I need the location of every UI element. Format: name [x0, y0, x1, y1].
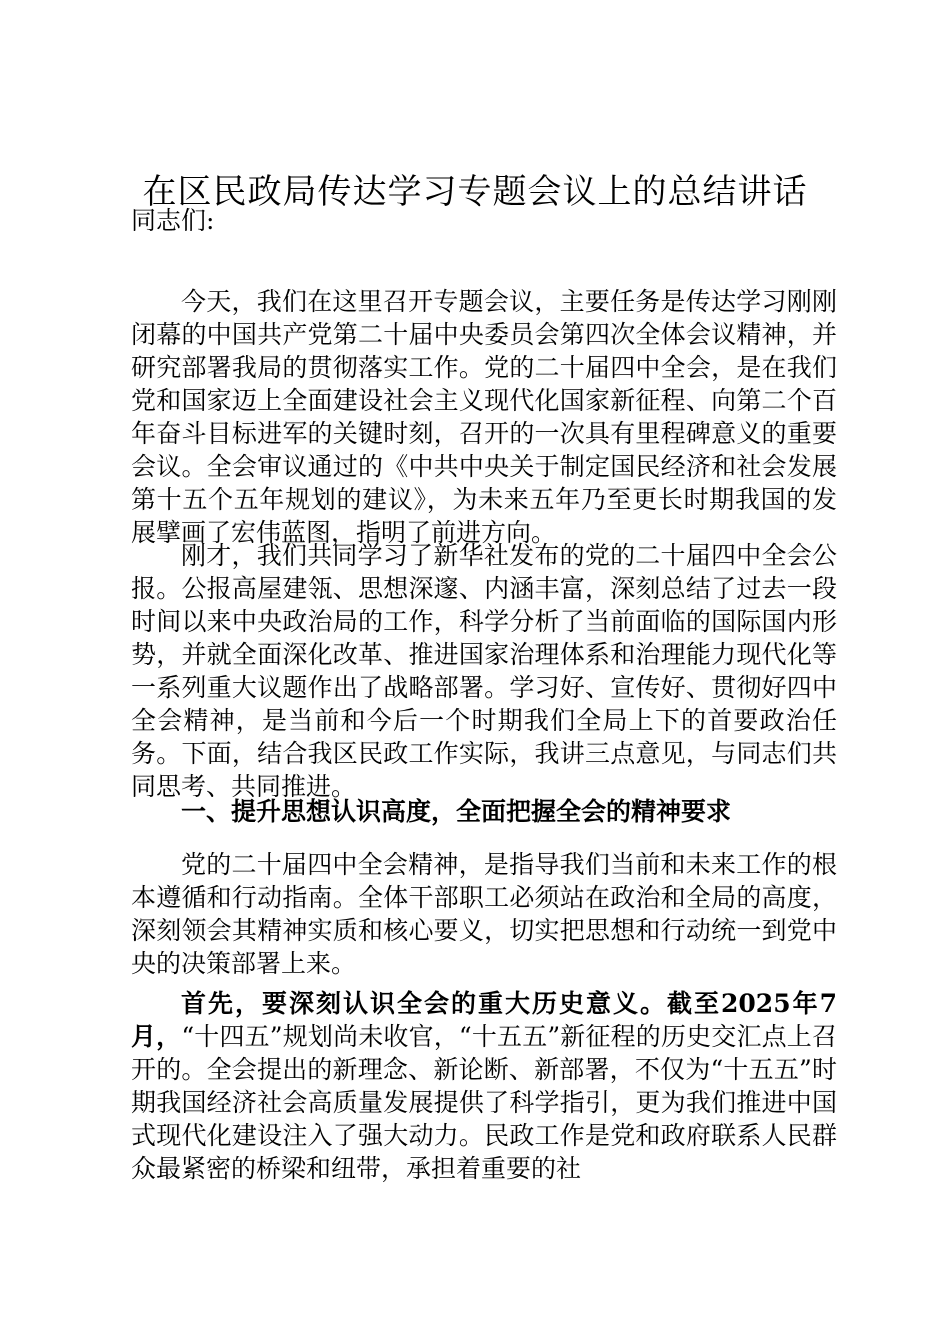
document-title: 在区民政局传达学习专题会议上的总结讲话	[142, 172, 808, 212]
first-point-lead: 首先，要深刻认识全会的重大历史意义。截至2025年7月，	[131, 989, 837, 1051]
paragraph-section-intro: 党的二十届四中全会精神，是指导我们当前和未来工作的根本遵循和行动指南。全体干部职工必须站在政治和全局的高度，深刻领会其精神实质和核心要义，切实把思想和行动统一到党中央的决策部署上来。	[131, 850, 837, 978]
salutation: 同志们:	[131, 206, 215, 235]
first-point-body: “十四五”规划尚未收官，“十五五”新征程的历史交汇点上召开的。全会提出的新理念、新论断、新部署，不仅为“十五五”时期我国经济社会高质量发展提供了科学指引，更为我们推进中国式现代化建设注入了强大动力。民政工作是党和政府联系人民群众最紧密的桥梁和纽带，承担着重要的社	[131, 1022, 837, 1183]
paragraph-communique: 刚才，我们共同学习了新华社发布的党的二十届四中全会公报。公报高屋建瓴、思想深邃、内涵丰富，深刻总结了过去一段时间以来中央政治局的工作，科学分析了当前面临的国际国内形势，并就全面深化改革、推进国家治理体系和治理能力现代化等一系列重大议题作出了战略部署。学习好、宣传好、贯彻好四中全会精神，是当前和今后一个时期我们全局上下的首要政治任务。下面，结合我区民政工作实际，我讲三点意见，与同志们共同思考、共同推进。	[131, 541, 837, 801]
section-heading: 一、提升思想认识高度，全面把握全会的精神要求	[181, 797, 732, 826]
paragraph-intro: 今天，我们在这里召开专题会议，主要任务是传达学习刚刚闭幕的中国共产党第二十届中央委员会第四次全体会议精神，并研究部署我局的贯彻落实工作。党的二十届四中全会，是在我们党和国家迈上全面建设社会主义现代化国家新征程、向第二个百年奋斗目标进军的关键时刻，召开的一次具有里程碑意义的重要会议。全会审议通过的《中共中央关于制定国民经济和社会发展第十五个五年规划的建议》，为未来五年乃至更长时期我国的发展擘画了宏伟蓝图，指明了前进方向。	[131, 287, 837, 547]
paragraph-first-point	[131, 987, 837, 1185]
